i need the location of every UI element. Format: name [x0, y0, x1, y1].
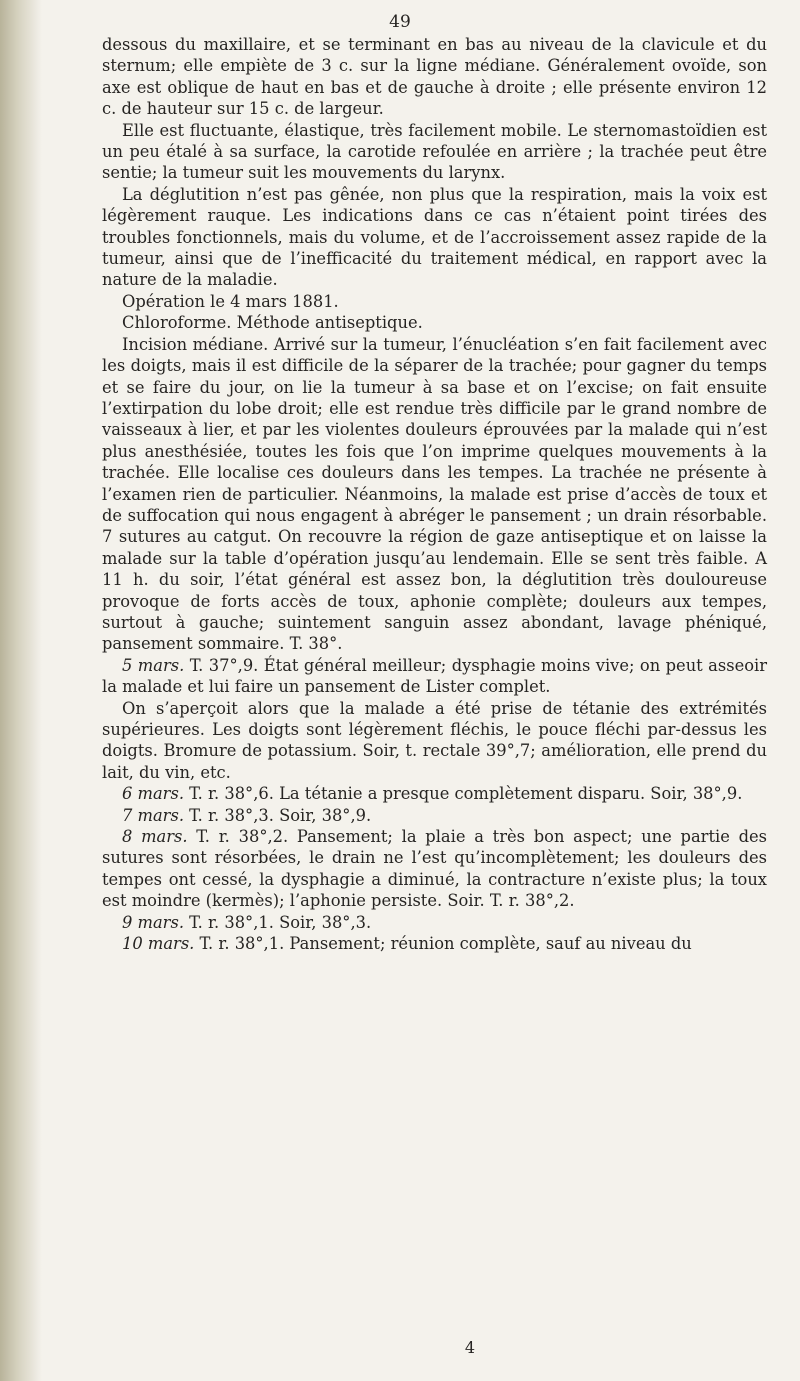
entry-date: 5 mars.	[122, 655, 185, 675]
entry-text: T. r. 38°,1. Pansement; réunion complète, sauf au niveau du	[194, 934, 692, 954]
page-number: 49	[389, 12, 411, 32]
entry-text: T. r. 38°,2. Pansement; la plaie a très bon aspect; une partie des sutures sont résorbées, le drain ne l’est qu’incomplètement; les douleurs des tempes ont cessé, la dysphagie a diminué, la contracture n’existe plus; la toux est moindre (kermès); l’aphonie persiste. Soir. T. r. 38°,2.	[102, 827, 767, 911]
paragraph: Elle est fluctuante, élastique, très facilement mobile. Le sternomastoïdien est un peu étalé à sa surface, la carotide refoulée en arrière ; la trachée peut être sentie; la tumeur suit les mouvements du larynx.	[102, 120, 767, 183]
paragraph: La déglutition n’est pas gênée, non plus que la respiration, mais la voix est légèrement rauque. Les indications dans ce cas n’étaient point tirées des troubles fonctionnels, mais du volume, et de l’accroissement assez rapide de la tumeur, ainsi que de l’inefficacité du traitement médical, en rapport avec la nature de la maladie.	[102, 184, 767, 290]
daily-entry	[102, 805, 767, 826]
entry-date: 9 mars.	[122, 912, 184, 932]
entry-text: T. r. 38°,3. Soir, 38°,9.	[184, 805, 372, 825]
daily-entry	[102, 933, 767, 954]
entry-date: 10 mars.	[122, 934, 195, 954]
entry-text: T. r. 38°,6. La tétanie a presque complètement disparu. Soir, 38°,9.	[184, 784, 743, 804]
paragraph: dessous du maxillaire, et se terminant en bas au niveau de la clavicule et du sternum; elle empiète de 3 c. sur la ligne médiane. Généralement ovoïde, son axe est oblique de haut en bas et de gauche à droite ; elle présente environ 12 c. de hauteur sur 15 c. de largeur.	[102, 35, 767, 119]
page-binding-shadow	[0, 0, 42, 1381]
daily-entry	[102, 826, 767, 912]
entry-text: On s’aperçoit alors que la malade a été prise de tétanie des extrémités supérieures. Les doigts sont légèrement fléchis, le pouce fléchi par-dessus les doigts. Bromure de potassium. Soir, t. rectale 39°,7; amélioration, elle prend du lait, du vin, etc.	[102, 698, 767, 782]
entry-date: 6 mars.	[122, 784, 184, 804]
entry-text: T. 37°,9. État général meilleur; dysphagie moins vive; on peut asseoir la malade et lui faire un pansement de Lister complet.	[102, 655, 768, 697]
signature-mark: 4	[464, 1338, 476, 1357]
paragraph: Chloroforme. Méthode antiseptique.	[122, 313, 423, 333]
paragraph: Incision médiane. Arrivé sur la tumeur, l’énucléation s’en fait facilement avec les doigts, mais il est difficile de la séparer de la trachée; pour gagner du temps et se faire du jour, on lie la tumeur à sa base et on l’excise; on fait ensuite l’extirpation du lobe droit; elle est rendue très difficile par le grand nombre de vaisseaux à lier, et par les violentes douleurs éprouvées par la malade qui n’est plus anesthésiée, toutes les fois que l’on imprime quelques mouvements à la trachée. Elle localise ces douleurs dans les tempes. La trachée ne présente à l’examen rien de particulier. Néanmoins, la malade est prise d’accès de toux et de suffocation qui nous engagent à abréger le pansement ; un drain résorbable. 7 sutures au catgut. On recouvre la région de gaze antiseptique et on laisse la malade sur la table d’opération jusqu’au lendemain. Elle se sent très faible. A 11 h. du soir, l’état général est assez bon, la déglutition très douloureuse provoque de forts accès de toux, aphonie complète; douleurs aux tempes, surtout à gauche; suintement sanguin assez abondant, lavage phéniqué, pansement sommaire. T. 38°.	[102, 334, 767, 654]
paragraph: Opération le 4 mars 1881.	[122, 291, 339, 311]
daily-entry	[102, 655, 767, 698]
daily-entry	[102, 912, 767, 933]
entry-text: T. r. 38°,1. Soir, 38°,3.	[184, 912, 372, 932]
daily-entry	[102, 783, 767, 804]
entry-date: 8 mars.	[122, 827, 188, 847]
daily-entry	[102, 698, 767, 784]
entry-date: 7 mars.	[122, 805, 184, 825]
body-text	[102, 34, 767, 954]
